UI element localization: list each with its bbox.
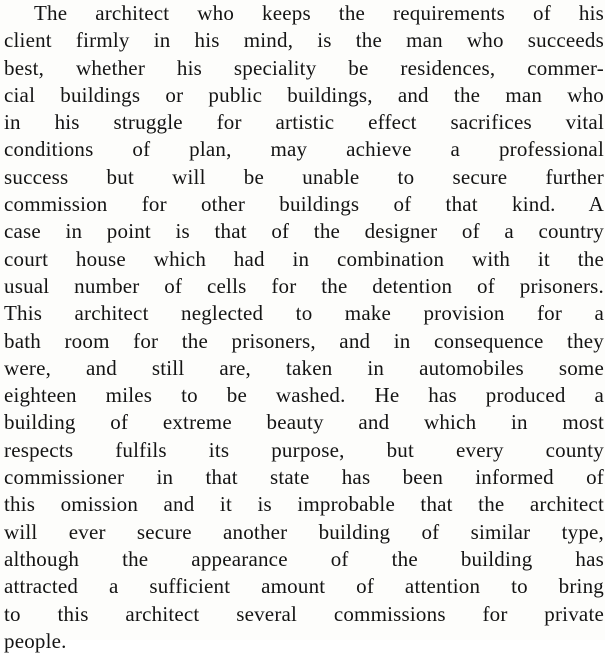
text-line: best, whether his speciality be residences, commer-: [4, 55, 604, 80]
text-line: in his struggle for artistic effect sacrifices vital: [4, 110, 604, 135]
text-line: were, and still are, taken in automobiles some: [4, 355, 604, 380]
text-line: will ever secure another building of similar type,: [4, 519, 604, 544]
text-line: commissioner in that state has been informed of: [4, 465, 604, 490]
text-line: court house which had in combination with it the: [4, 246, 604, 271]
text-line: respects fulfils its purpose, but every county: [4, 437, 604, 462]
text-line: this omission and it is improbable that the architect: [4, 492, 604, 517]
text-line: client firmly in his mind, is the man who succeeds: [4, 28, 604, 53]
text-line: The architect who keeps the requirements of his: [34, 1, 604, 25]
text-line: commission for other buildings of that kind. A: [4, 192, 604, 217]
text-line: success but will be unable to secure further: [4, 164, 604, 189]
text-line: eighteen miles to be washed. He has produced a: [4, 383, 604, 408]
text-line: cial buildings or public buildings, and the man who: [4, 82, 604, 107]
text-column: [4, 0, 604, 655]
text-line: building of extreme beauty and which in most: [4, 410, 604, 435]
text-line: bath room for the prisoners, and in consequence they: [4, 328, 604, 353]
text-line: usual number of cells for the detention of prisoners.: [4, 273, 604, 298]
text-line: case in point is that of the designer of a country: [4, 219, 604, 244]
text-line: although the appearance of the building has: [4, 546, 604, 571]
text-line: This architect neglected to make provision for a: [4, 301, 604, 326]
text-line: conditions of plan, may achieve a professional: [4, 137, 604, 162]
text-line: people.: [4, 628, 67, 653]
text-line: to this architect several commissions for private: [4, 601, 604, 626]
text-line: attracted a sufficient amount of attention to bring: [4, 574, 604, 599]
